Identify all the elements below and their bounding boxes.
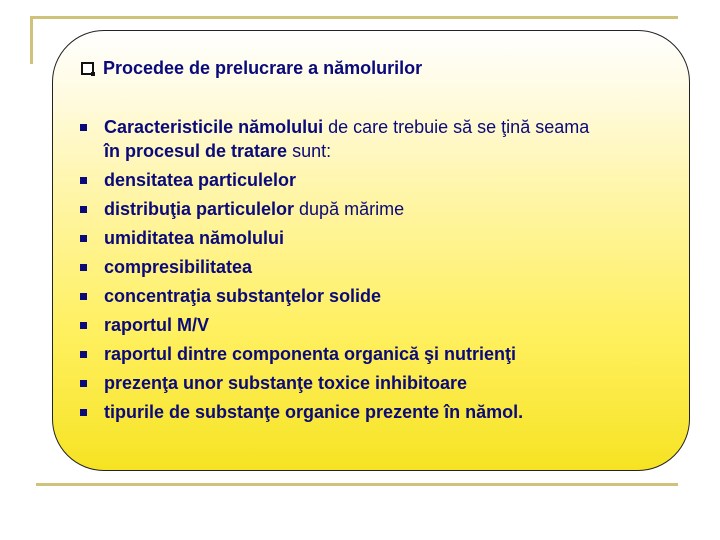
list-item-text: distribuţia particulelor după mărime — [104, 199, 405, 219]
frame-left-line — [30, 16, 33, 64]
list-item — [80, 255, 670, 279]
square-bullet-icon — [80, 293, 87, 300]
square-bullet-icon — [80, 380, 87, 387]
list-item-text: concentraţia substanţelor solide — [104, 286, 382, 306]
list-item — [80, 168, 670, 192]
list-item-text: Caracteristicile nămolului de care trebuie să se ţină seama în procesul de tratare sunt: — [104, 117, 590, 161]
list-item — [80, 342, 670, 366]
list-item — [80, 313, 670, 337]
list-item — [80, 115, 670, 163]
list-item-text: densitatea particulelor — [104, 170, 297, 190]
square-bullet-icon — [80, 235, 87, 242]
square-bullet-icon — [80, 322, 87, 329]
square-bullet-icon — [80, 409, 87, 416]
list-item-text: compresibilitatea — [104, 257, 253, 277]
frame-top-line — [30, 16, 678, 19]
list-item — [80, 371, 670, 395]
list-item-text: raportul dintre componenta organică şi nutrienţi — [104, 344, 517, 364]
list-item — [80, 284, 670, 308]
list-item — [80, 226, 670, 250]
heading-text: Procedee de prelucrare a nămolurilor — [103, 58, 423, 78]
square-bullet-icon — [80, 124, 87, 131]
list-item-text: prezenţa unor substanţe toxice inhibitoare — [104, 373, 468, 393]
slide-heading — [81, 58, 422, 79]
list-item-text: umiditatea nămolului — [104, 228, 285, 248]
frame-bottom-line — [36, 483, 678, 486]
square-bullet-icon — [80, 206, 87, 213]
list-item-text: tipurile de substanţe organice prezente în nămol. — [104, 402, 524, 422]
checkbox-bullet-icon — [81, 62, 94, 75]
square-bullet-icon — [80, 177, 87, 184]
list-item — [80, 400, 670, 424]
square-bullet-icon — [80, 264, 87, 271]
square-bullet-icon — [80, 351, 87, 358]
bullet-list — [80, 115, 670, 424]
list-item-text: raportul M/V — [104, 315, 210, 335]
list-item — [80, 197, 670, 221]
